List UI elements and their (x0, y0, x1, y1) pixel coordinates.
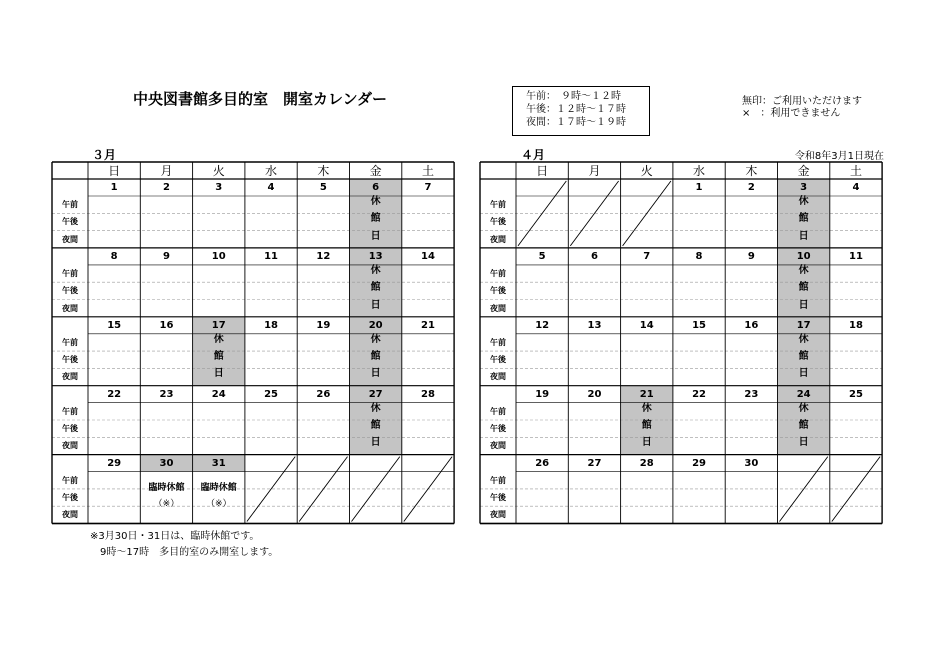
closed-day-text: 日 (370, 230, 381, 242)
date-number: 27 (368, 388, 383, 400)
date-number: 8 (695, 250, 703, 262)
date-number: 2 (747, 182, 755, 193)
date-number: 28 (420, 388, 435, 400)
date-number: 20 (587, 388, 602, 400)
closed-day-text: 館 (641, 420, 652, 431)
date-number: 19 (316, 319, 331, 331)
weekday-header-5: 金 (797, 164, 810, 178)
date-number: 26 (535, 457, 550, 469)
slot-label: 午前 (490, 475, 506, 485)
date-number: 17 (211, 319, 226, 331)
slot-label: 夜間 (490, 441, 506, 451)
hours-legend-box (512, 86, 650, 136)
date-number: 22 (107, 388, 122, 400)
unavailable-slash (299, 457, 347, 522)
weekday-header-1: 月 (588, 164, 601, 178)
closed-day-text: 日 (641, 437, 652, 449)
date-number: 21 (639, 388, 654, 400)
closed-day-text: 休 (798, 196, 809, 207)
date-number: 7 (643, 250, 651, 262)
date-number: 9 (162, 250, 170, 262)
footnote-line-2: 9時～17時 多目的室のみ開室します。 (90, 547, 279, 558)
closed-day-text: 館 (798, 420, 809, 431)
weekday-header-0: 日 (108, 164, 121, 178)
date-number: 17 (796, 319, 811, 331)
date-number: 5 (538, 250, 546, 262)
closed-day-text: 館 (798, 351, 809, 363)
date-number: 9 (747, 250, 755, 262)
slot-label: 午後 (62, 355, 78, 365)
slot-label: 午前 (62, 406, 78, 416)
date-number: 12 (316, 250, 331, 262)
temp-closed-text: 臨時休館 (200, 482, 237, 493)
weekday-header-3: 水 (265, 164, 278, 178)
date-number: 15 (692, 319, 706, 331)
weekday-header-3: 水 (693, 164, 706, 178)
slot-label: 午後 (62, 424, 78, 433)
date-number: 1 (110, 182, 118, 193)
date-number: 12 (535, 319, 550, 331)
closed-day-text: 休 (370, 333, 381, 345)
closed-day-text: 休 (798, 402, 809, 414)
closed-day-text: 日 (370, 368, 381, 380)
date-number: 18 (848, 319, 863, 331)
weekday-header-6: 土 (849, 164, 862, 178)
weekday-header-6: 土 (421, 164, 434, 178)
date-number: 3 (215, 182, 223, 193)
closed-day-text: 館 (370, 282, 381, 294)
slot-label: 午前 (62, 268, 78, 278)
closed-day-text: 休 (370, 264, 381, 276)
weekday-header-0: 日 (536, 164, 549, 178)
closed-day-text: 休 (370, 196, 381, 207)
slot-label: 午後 (62, 492, 78, 502)
closed-day-text: 休 (798, 333, 809, 345)
closed-day-text: 館 (370, 420, 381, 431)
date-number: 31 (211, 457, 226, 469)
slot-label: 夜間 (490, 510, 506, 520)
date-number: 1 (695, 182, 703, 193)
closed-day-text: 館 (370, 351, 381, 363)
temp-closed-note: （※） (153, 498, 180, 509)
closed-day-text: 館 (798, 282, 809, 294)
weekday-header-4: 木 (745, 164, 758, 178)
date-number: 16 (159, 319, 174, 331)
date-number: 6 (372, 182, 380, 193)
weekday-header-4: 木 (317, 164, 330, 178)
closed-day-text: 休 (370, 402, 381, 414)
slot-label: 午前 (62, 475, 78, 485)
date-number: 10 (211, 250, 226, 262)
slot-label: 午後 (490, 217, 506, 227)
date-number: 8 (110, 250, 118, 262)
unavailable-slash (623, 181, 671, 246)
as-of-date: 令和8年3月1日現在 (794, 151, 884, 162)
date-number: 28 (639, 457, 654, 469)
slot-label: 夜間 (490, 372, 506, 382)
legend-available: 無印：ご利用いただけます (742, 96, 862, 107)
slot-label: 午後 (490, 424, 506, 433)
date-number: 25 (264, 388, 278, 400)
weekday-header-5: 金 (369, 164, 382, 178)
slot-label: 午前 (490, 406, 506, 416)
date-number: 20 (368, 319, 383, 331)
date-number: 4 (267, 182, 275, 193)
date-number: 11 (848, 250, 863, 262)
closed-day-text: 日 (798, 368, 809, 380)
date-number: 16 (744, 319, 759, 331)
date-number: 13 (368, 250, 383, 262)
date-number: 30 (159, 457, 174, 469)
footnote-line-1: ※3月30日・31日は、臨時休館です。 (90, 531, 260, 542)
weekday-header-2: 火 (640, 164, 653, 178)
date-number: 11 (264, 250, 278, 262)
date-number: 4 (852, 182, 860, 193)
calendar-march (52, 162, 454, 524)
closed-day-text: 館 (798, 213, 809, 225)
date-number: 23 (744, 388, 759, 400)
temp-closed-note: （※） (205, 498, 232, 509)
month-label-april: ４月 (521, 148, 546, 162)
closed-day-text: 日 (798, 230, 809, 242)
slot-label: 午前 (490, 337, 506, 347)
weekday-header-1: 月 (160, 164, 173, 178)
slot-label: 午後 (490, 492, 506, 502)
date-number: 29 (107, 457, 122, 469)
legend-unavailable: × ：利用できません (742, 108, 841, 119)
closed-day-text: 日 (370, 299, 381, 311)
date-number: 14 (639, 319, 654, 331)
symbol-legend (742, 96, 862, 120)
weekday-header-2: 火 (212, 164, 225, 178)
calendar-april (480, 162, 882, 524)
date-number: 13 (587, 319, 602, 331)
slot-label: 午後 (62, 217, 78, 227)
date-number: 29 (692, 457, 706, 469)
closed-day-text: 日 (798, 437, 809, 449)
slot-label: 夜間 (62, 510, 78, 520)
slot-label: 夜間 (490, 234, 506, 244)
slot-label: 午前 (490, 200, 506, 209)
slot-label: 午後 (62, 286, 78, 296)
date-number: 25 (848, 388, 863, 400)
slot-label: 午前 (62, 200, 78, 209)
slot-label: 夜間 (490, 303, 506, 313)
closed-day-text: 館 (213, 351, 224, 363)
month-label-march: ３月 (92, 148, 117, 162)
slot-label: 夜間 (62, 441, 78, 451)
date-number: 10 (796, 250, 811, 262)
closed-day-text: 館 (370, 213, 381, 225)
closed-day-text: 休 (641, 402, 652, 414)
slot-label: 夜間 (62, 372, 78, 382)
slot-label: 午後 (490, 286, 506, 296)
page-title: 中央図書館多目的室 開室カレンダー (133, 90, 388, 108)
closed-day-text: 日 (798, 299, 809, 311)
slot-label: 午前 (62, 337, 78, 347)
date-number: 7 (424, 182, 432, 193)
hours-afternoon: 午後：１２時～１７時 (526, 104, 626, 115)
closed-day-text: 日 (370, 437, 381, 449)
slot-label: 夜間 (62, 234, 78, 244)
date-number: 6 (590, 250, 598, 262)
closed-day-text: 日 (213, 368, 224, 380)
date-number: 23 (159, 388, 174, 400)
date-number: 19 (535, 388, 550, 400)
hours-morning: 午前： ９時～１２時 (526, 91, 621, 102)
closed-day-text: 休 (798, 264, 809, 276)
date-number: 2 (162, 182, 170, 193)
date-number: 24 (211, 388, 226, 400)
slot-label: 午後 (490, 355, 506, 365)
date-number: 24 (796, 388, 811, 400)
slot-label: 午前 (490, 268, 506, 278)
hours-night: 夜間：１７時～１９時 (526, 117, 626, 128)
date-number: 18 (264, 319, 278, 331)
date-number: 3 (800, 182, 808, 193)
date-number: 21 (420, 319, 435, 331)
date-number: 15 (107, 319, 122, 331)
closed-day-text: 休 (213, 333, 224, 345)
temp-closed-text: 臨時休館 (148, 482, 185, 493)
date-number: 27 (587, 457, 602, 469)
date-number: 30 (744, 457, 759, 469)
date-number: 14 (420, 250, 435, 262)
slot-label: 夜間 (62, 303, 78, 313)
date-number: 22 (692, 388, 706, 400)
date-number: 5 (319, 182, 327, 193)
date-number: 26 (316, 388, 331, 400)
